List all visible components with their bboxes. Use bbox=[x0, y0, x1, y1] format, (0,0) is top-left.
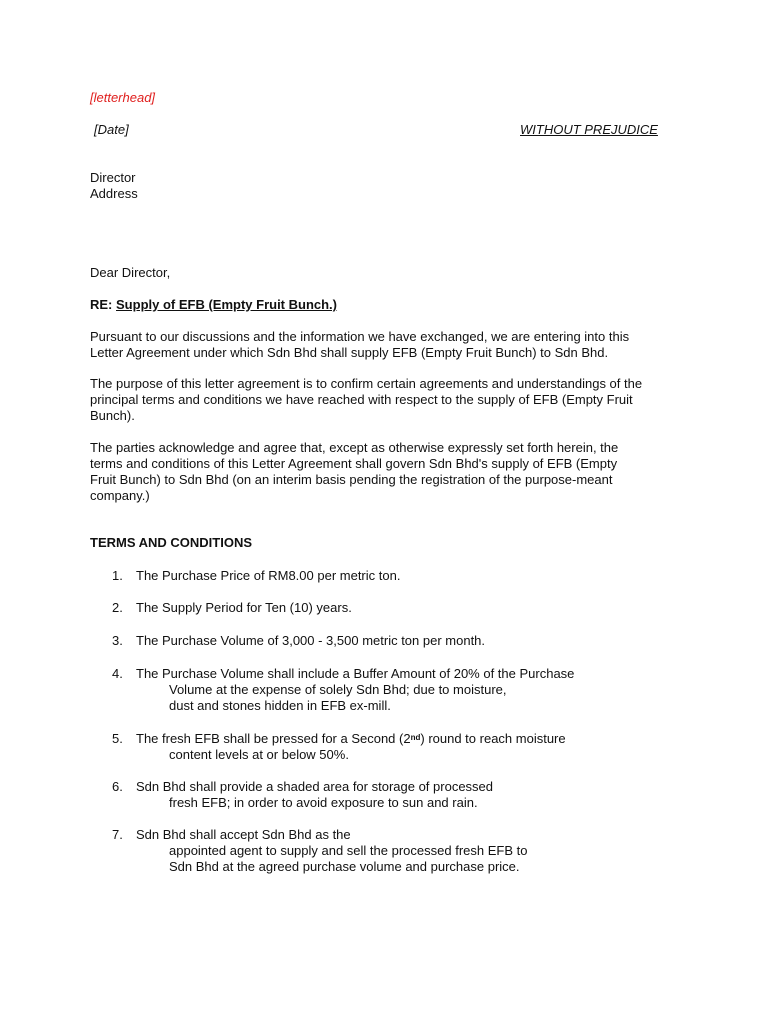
term-text: The Purchase Price of RM8.00 per metric ton. bbox=[136, 568, 401, 583]
paragraph-line: The parties acknowledge and agree that, except as otherwise expressly set forth herein, the bbox=[90, 440, 619, 455]
ordinal-superscript: nd bbox=[410, 733, 421, 742]
paragraph-line: terms and conditions of this Letter Agreement shall govern Sdn Bhd's supply of EFB (Empty bbox=[90, 456, 618, 471]
paragraph-3 bbox=[90, 440, 690, 504]
date-placeholder: [Date] bbox=[94, 122, 129, 137]
term-number: 1. bbox=[112, 568, 123, 583]
subject-line bbox=[90, 297, 337, 313]
term-text: Sdn Bhd shall accept Sdn Bhd as the bbox=[136, 827, 351, 842]
paragraph-line: The purpose of this letter agreement is to confirm certain agreements and understandings of the bbox=[90, 376, 643, 391]
recipient-address: Address bbox=[90, 186, 138, 201]
terms-heading: TERMS AND CONDITIONS bbox=[90, 535, 253, 550]
term-continuation: fresh EFB; in order to avoid exposure to sun and rain. bbox=[169, 795, 478, 810]
paragraph-line: Fruit Bunch) to Sdn Bhd (on an interim basis pending the registration of the purpose-meant bbox=[90, 472, 613, 487]
paragraph-2 bbox=[90, 376, 690, 424]
paragraph-line: company.) bbox=[90, 488, 150, 503]
term-continuation: content levels at or below 50%. bbox=[169, 747, 349, 762]
recipient-title: Director bbox=[90, 170, 136, 185]
term-continuation: dust and stones hidden in EFB ex-mill. bbox=[169, 698, 391, 713]
term-text: The Purchase Volume of 3,000 - 3,500 metric ton per month. bbox=[136, 633, 486, 648]
term-number: 6. bbox=[112, 779, 123, 794]
term-number: 5. bbox=[112, 731, 123, 746]
subject-text: Supply of EFB (Empty Fruit Bunch.) bbox=[116, 297, 338, 312]
term-continuation: Sdn Bhd at the agreed purchase volume and purchase price. bbox=[169, 859, 520, 874]
paragraph-1 bbox=[90, 329, 690, 361]
term-text: The Purchase Volume shall include a Buffer Amount of 20% of the Purchase bbox=[136, 666, 575, 681]
term-number: 4. bbox=[112, 666, 123, 681]
subject-label: RE: bbox=[90, 297, 113, 312]
letterhead-placeholder: [letterhead] bbox=[90, 90, 156, 105]
without-prejudice-label: WITHOUT PREJUDICE bbox=[520, 122, 658, 137]
term-text bbox=[136, 731, 566, 747]
paragraph-line: principal terms and conditions we have reached with respect to the supply of EFB (Empty Fruit bbox=[90, 392, 633, 407]
paragraph-line: Bunch). bbox=[90, 408, 135, 423]
term-text-part: ) round to reach moisture bbox=[420, 731, 566, 746]
term-continuation: Volume at the expense of solely Sdn Bhd; due to moisture, bbox=[169, 682, 507, 697]
term-text-part: The fresh EFB shall be pressed for a Second (2 bbox=[136, 731, 411, 746]
term-number: 2. bbox=[112, 600, 123, 615]
paragraph-line: Letter Agreement under which Sdn Bhd shall supply EFB (Empty Fruit Bunch) to Sdn Bhd. bbox=[90, 345, 609, 360]
term-text: Sdn Bhd shall provide a shaded area for storage of processed bbox=[136, 779, 494, 794]
recipient-block bbox=[90, 170, 138, 202]
term-number: 7. bbox=[112, 827, 123, 842]
term-number: 3. bbox=[112, 633, 123, 648]
term-continuation: appointed agent to supply and sell the processed fresh EFB to bbox=[169, 843, 528, 858]
paragraph-line: Pursuant to our discussions and the information we have exchanged, we are entering into this bbox=[90, 329, 630, 344]
salutation: Dear Director, bbox=[90, 265, 171, 280]
term-text: The Supply Period for Ten (10) years. bbox=[136, 600, 352, 615]
